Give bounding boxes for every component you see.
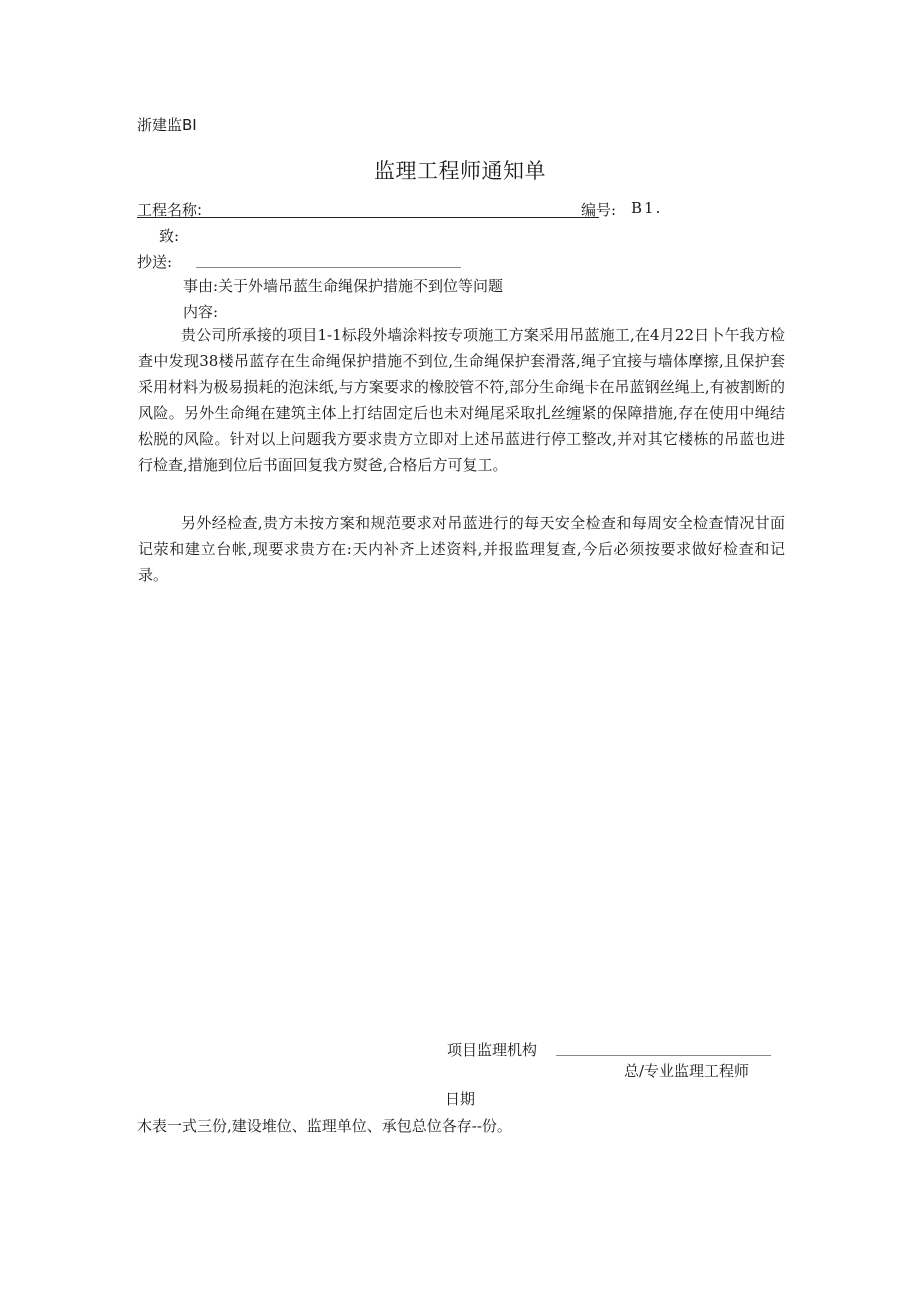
footer-note: 木表一式三份,建设堆位、监理单位、承包总位各存--份。 — [137, 1117, 512, 1135]
serial-label: 编号: — [581, 201, 617, 219]
serial-value: B1. — [631, 199, 663, 217]
project-name-underline — [137, 217, 599, 218]
content-paragraph-2: 另外经检查,贵方未按方案和规范要求对吊蓝进行的每天安全检查和每周安全检查情况甘面记荥和建立台帐,现要求贵方在:天内补齐上述资料,并报监理复查,今后必须按要求做好检查和记录。 — [138, 514, 785, 584]
cc-underline — [196, 267, 461, 268]
form-code: 浙建监BI — [137, 116, 197, 134]
content-label: 内容: — [183, 303, 219, 321]
cc-label: 抄送: — [137, 253, 173, 271]
to-label: 致: — [159, 227, 180, 245]
document-title: 监理工程师通知单 — [374, 159, 546, 183]
supervision-org-underline — [556, 1055, 771, 1056]
subject-line: 事由:关于外墙吊蓝生命绳保护措施不到位等问题 — [183, 277, 504, 295]
engineer-label: 总/专业监理工程师 — [624, 1062, 750, 1080]
date-label: 日期 — [445, 1090, 476, 1108]
supervision-org-label: 项目监理机构 — [447, 1041, 538, 1059]
content-paragraph-1: 贵公司所承接的项目1-1标段外墙涂料按专项施工方案采用吊蓝施工,在4月22日卜午我方检查中发现38楼吊蓝存在生命绳保护措施不到位,生命绳保护套滑落,绳子宜接与墙体摩擦,且保护套采用材料为极易损耗的泡沫纸,与方案要求的橡胶管不符,部分生命绳卡在吊蓝钢丝绳上,有被割断的风险。另外生命绳在建筑主体上打结固定后也未对绳尾采取扎丝缠紧的保障措施,存在使用中绳结松脱的风险。针对以上问题我方要求贵方立即对上述吊蓝进行停工整改,并对其它楼栋的吊蓝也进行检查,措施到位后书面回复我方熨爸,合格后方可复工。 — [138, 326, 785, 474]
project-name-label: 工程名称: — [137, 201, 203, 219]
